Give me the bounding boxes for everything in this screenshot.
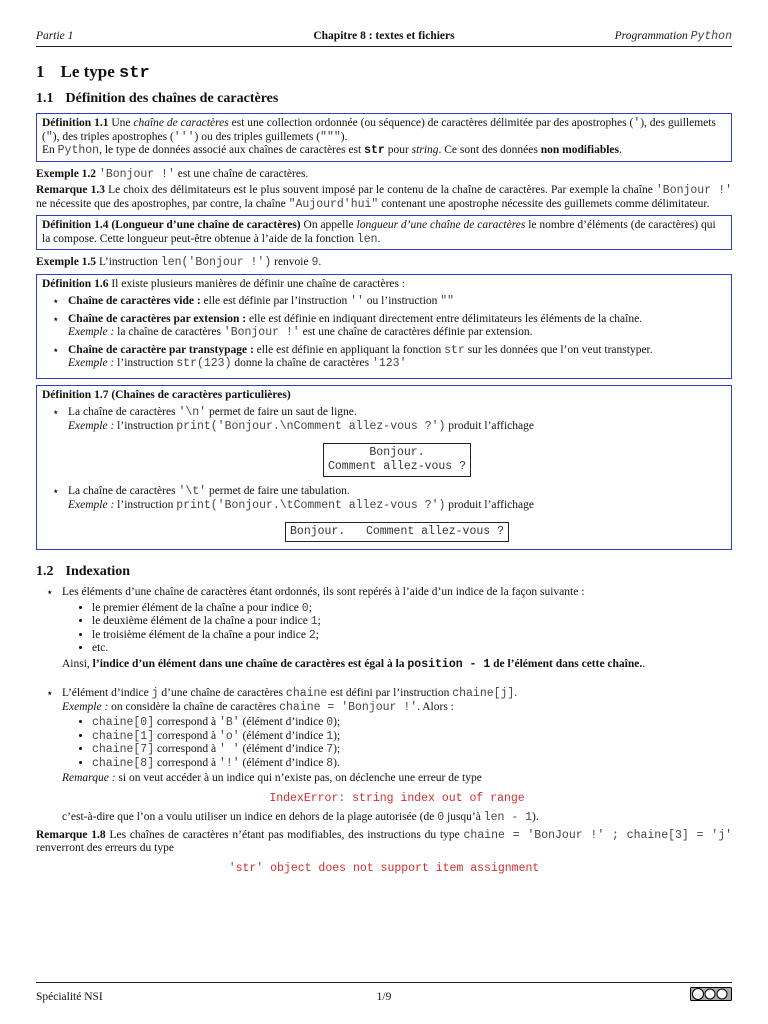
list-item: ⋆ Les éléments d’une chaîne de caractères étant ordonnés, ils sont repérés à l’aide d’un indice de la façon suivante : • le premier élément de la chaîne a pour indice 0; • le deuxième élément de la chaîne a pour indice 1; • le troisième élément de la chaîne a pour indice 2; • etc. Ainsi, l’indice d’un élément dans une chaîne de caractères est égal à la position - 1 de l’élément dans cette chaîne..	[62, 586, 732, 671]
cc-license-icon	[690, 987, 732, 1001]
list-item: ⋆ Chaîne de caractères par extension : elle est définie en indiquant directement entre délimitateurs les éléments de la chaîne. Exemple : la chaîne de caractères 'Bonjour !' est une chaîne de caractères définie par extension.	[68, 313, 726, 340]
list-item: ⋆ La chaîne de caractères '\t' permet de faire une tabulation. Exemple : l’instruction print('Bonjour.\tComment allez-vous ?') produit l’affichage Bonjour. Comment allez-vous ?	[68, 485, 726, 542]
remark-1-3: Remarque 1.3 Le choix des délimitateurs est le plus souvent imposé par le contenu de la chaîne de caractères. Par exemple la chaîne 'Bonjour !' ne nécessite que des apostrophes, par contre, la chaîne "Aujourd'hui" contenant une apostrophe nécessite des guillemets comme délimitateur.	[36, 184, 733, 211]
definition-1-6: Définition 1.6 Il existe plusieurs manières de définir une chaîne de caractères : ⋆ Chaîne de caractères vide : elle est définie par l’instruction '' ou l’instruction "" ⋆ Chaîne de caractères par extension : elle est définie en indiquant directement entre délimitateurs les éléments de la chaîne. Exemple : la chaîne de caractères 'Bonjour !' est une chaîne de caractères définie par extension. ⋆ Chaîne de caractère par transtypage : elle est définie en appliquant la fonction str sur les données que l’on veut transtyper. Exemple : l’instruction str(123) donne la chaîne de caractères '123'	[36, 274, 732, 379]
example-1-5: Exemple 1.5 L’instruction len('Bonjour !') renvoie 9.	[36, 256, 322, 269]
indexation-list	[36, 586, 732, 825]
list-item: • le deuxième élément de la chaîne a pour indice 1;	[92, 615, 732, 629]
cc-license-badge	[690, 987, 732, 1004]
list-item: • chaine[8] correspond à '!' (élément d’indice 8).	[92, 757, 732, 771]
definition-1-4: Définition 1.4 (Longueur d’une chaîne de caractères) On appelle longueur d’une chaîne de caractères le nombre d’éléments (de caractères) qui la compose. Cette longueur peut-être obtenue à l’aide de la fonction len.	[36, 215, 732, 250]
list-item: ⋆ Chaîne de caractères vide : elle est définie par l’instruction '' ou l’instruction ""	[68, 295, 726, 309]
list-item: • le troisième élément de la chaîne a pour indice 2;	[92, 629, 732, 643]
list-item: • etc.	[92, 642, 732, 656]
header-subject: Programmation Python	[614, 30, 732, 43]
output-box-newline: Bonjour. Comment allez-vous ?	[323, 443, 471, 477]
page-content	[36, 58, 732, 881]
definition-1-7: Définition 1.7 (Chaînes de caractères particulières) ⋆ La chaîne de caractères '\n' permet de faire un saut de ligne. Exemple : l’instruction print('Bonjour.\nComment allez-vous ?') produit l’affichage Bonjour. Comment allez-vous ? ⋆ La chaîne de caractères '\t' permet de faire une tabulation. Exemple : l’instruction print('Bonjour.\tComment allez-vous ?') produit l’affichage Bonjour. Comment allez-vous ?	[36, 385, 732, 551]
footer-course: Spécialité NSI	[36, 991, 103, 1003]
list-item: • chaine[1] correspond à 'o' (élément d’indice 1);	[92, 730, 732, 744]
example-1-2: Exemple 1.2 'Bonjour !' est une chaîne de caractères.	[36, 167, 309, 181]
list-item: ⋆ L’élément d’indice j d’une chaîne de caractères chaine est défini par l’instruction chaine[j]. Exemple : on considère la chaîne de caractères chaine = 'Bonjour !'. Alors : • chaine[0] correspond à 'B' (élément d’indice 0); • chaine[1] correspond à 'o' (élément d’indice 1); • chaine[7] correspond à ' ' (élément d’indice 7); • chaine[8] correspond à '!' (élément d’indice 8). Remarque : si on veut accéder à un indice qui n’existe pas, on déclenche une erreur de type IndexError: string index out of range c’est-à-dire que l’on a voulu utiliser un indice en dehors de la plage autorisée (de 0 jusqu’à len - 1).	[62, 687, 732, 825]
error-item-assignment: 'str' object does not support item assignment	[228, 861, 540, 875]
page-number: 1/9	[376, 991, 392, 1003]
list-item: • le premier élément de la chaîne a pour indice 0;	[92, 602, 732, 616]
page-header	[36, 30, 732, 47]
list-item: • chaine[0] correspond à 'B' (élément d’indice 0);	[92, 716, 732, 730]
definition-1-1: Définition 1.1 Une chaîne de caractères est une collection ordonnée (ou séquence) de caractères délimitée par des apostrophes ('), des guillemets ("), des triples apostrophes (''') ou des triples guillemets ("""). En Python, le type de données associé aux chaînes de caractères est str pour string. Ce sont des données non modifiables.	[36, 113, 732, 162]
subsection-title-1-1: 1.1 Définition des chaînes de caractères	[36, 91, 279, 106]
subsection-title-1-2: 1.2 Indexation	[36, 564, 131, 579]
output-box-tab: Bonjour. Comment allez-vous ?	[285, 522, 509, 542]
header-part: Partie 1	[36, 30, 74, 42]
error-index: IndexError: string index out of range	[269, 791, 525, 805]
page-footer	[36, 982, 732, 1007]
list-item: ⋆ La chaîne de caractères '\n' permet de faire un saut de ligne. Exemple : l’instruction print('Bonjour.\nComment allez-vous ?') produit l’affichage Bonjour. Comment allez-vous ?	[68, 406, 726, 477]
list-item: ⋆ Chaîne de caractère par transtypage : elle est définie en appliquant la fonction str sur les données que l’on veut transtyper. Exemple : l’instruction str(123) donne la chaîne de caractères '123'	[68, 344, 726, 371]
section-title: 1 Le type str	[36, 62, 150, 83]
remark-1-8: Remarque 1.8 Les chaînes de caractères n’étant pas modifiables, des instructions du type chaine = 'BonJour !' ; chaine[3] = 'j' renverront des erreurs du type	[36, 828, 733, 854]
header-chapter: Chapitre 8 : textes et fichiers	[313, 30, 455, 42]
list-item: • chaine[7] correspond à ' ' (élément d’indice 7);	[92, 743, 732, 757]
